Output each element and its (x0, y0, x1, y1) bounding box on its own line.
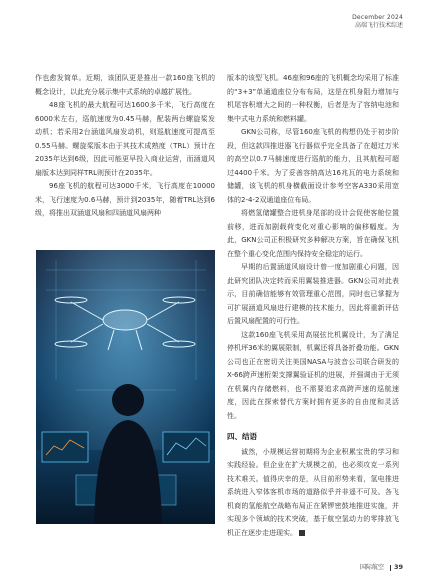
end-mark-icon (299, 530, 305, 536)
right-paragraph-4: 早期的后置涵道风扇设计曾一度加剧重心问题，因此研究团队决定转而采用翼装推进器。GKN公司对此表示，目前确信能够有效管理重心范围，同时也已掌握为可扩展涵道风扇进行建模的技术能力，因此将重新评估后置风扇配置的可行性。 (227, 263, 399, 325)
header-date: December 2024 (352, 14, 403, 21)
right-paragraph-3: 将燃氢储罐整合进机身尾部的设计会促使客舱位置前移，进而加剧载荷变化对重心影响的偏移幅度。为此，GKN公司正积极研究多种解决方案，旨在确保飞机在整个重心变化范围内保持安全稳定的运行。 (227, 209, 399, 258)
page-header (352, 14, 403, 30)
section-heading: 四、结语 (227, 432, 257, 441)
left-paragraph-3: 96座飞机的航程可达3000千米，飞行高度在10000米，飞行速度为0.6马赫，预计到2035年，随着TRL达到6级，将推出双涵道风扇和四涵道风扇两种 (35, 182, 215, 217)
header-section: 高端飞行技术综述 (354, 22, 403, 29)
drone-hologram-illustration (36, 250, 215, 524)
right-column (227, 72, 399, 540)
publication-name: 国际航空 (359, 564, 384, 571)
right-paragraph-1: 版本的该型飞机。46座和96座的飞机概念均采用了标准的“3+3”单通道座位分布布局，这是在机身阻力增加与机尾容积增大之间的一种权衡，后者是为了容纳电池和集中式电力系统和燃料罐。 (227, 74, 399, 123)
page-number: 39 (393, 563, 403, 571)
footer-divider (390, 565, 391, 571)
page-footer (360, 562, 403, 571)
right-paragraph-5: 这款160座飞机采用高展弦比机翼设计，为了满足停机坪36米的翼展限制，机翼还将具备折叠功能。GKN公司也正在密切关注美国NASA与波音公司联合研发的X-66跨声速桁架支撑翼验证机的进展，并强调由于无须在机翼内存储燃料，也不需要追求高跨声速的巡航速度，因此在探索替代方案时拥有更多的自由度和灵活性。 (227, 330, 399, 420)
conclusion-text: 诚然，小规模运营初期将为企业积累宝贵的学习和实践经验。但企业在扩大规模之前，也必须攻克一系列技术难关。值得庆幸的是，从目前形势来看，氢电推进系统进入窄体客机市场的道路似乎并非遥不可及。各飞机商的氢能航空战略布局正在紧锣密鼓地推进实施，并实现多个领域的技术突破，基于航空氢动力的零排放飞机正在逐步走进现实。 (227, 447, 399, 537)
conclusion-paragraph (227, 446, 399, 541)
left-paragraph-1: 作也愈发简单。近期，该团队更是推出一款160座飞机的概念设计，以此充分展示集中式系统的卓越扩展性。 (35, 74, 215, 96)
left-paragraph-2: 48座飞机的最大航程可达1600多千米，飞行高度在6000米左右，巡航速度为0.45马赫，配装两台螺旋桨发动机；若采用2台涵道风扇发动机，则巡航速度可提高至0.55马赫。螺旋桨版本由于其技术成熟度（TRL）预计在2035年达到6级，因此可能更早投入商业运营，而涵道风扇版本达到同样TRL则预计在2035年。 (35, 101, 215, 177)
left-column (35, 72, 215, 221)
right-paragraph-2: GKN公司称，尽管160座飞机的构想仍处于初步阶段，但这款四推进器飞行器似乎完全具备了在超过万米的高空以0.7马赫速度进行巡航的能力，且其航程可超过4400千米。为了妥善容纳高达16兆瓦的电力系统和储罐，该飞机的机身横截面设计参考空客A330采用宽体的2-4-2双通道座位布局。 (227, 128, 399, 204)
article-photo (36, 250, 215, 524)
